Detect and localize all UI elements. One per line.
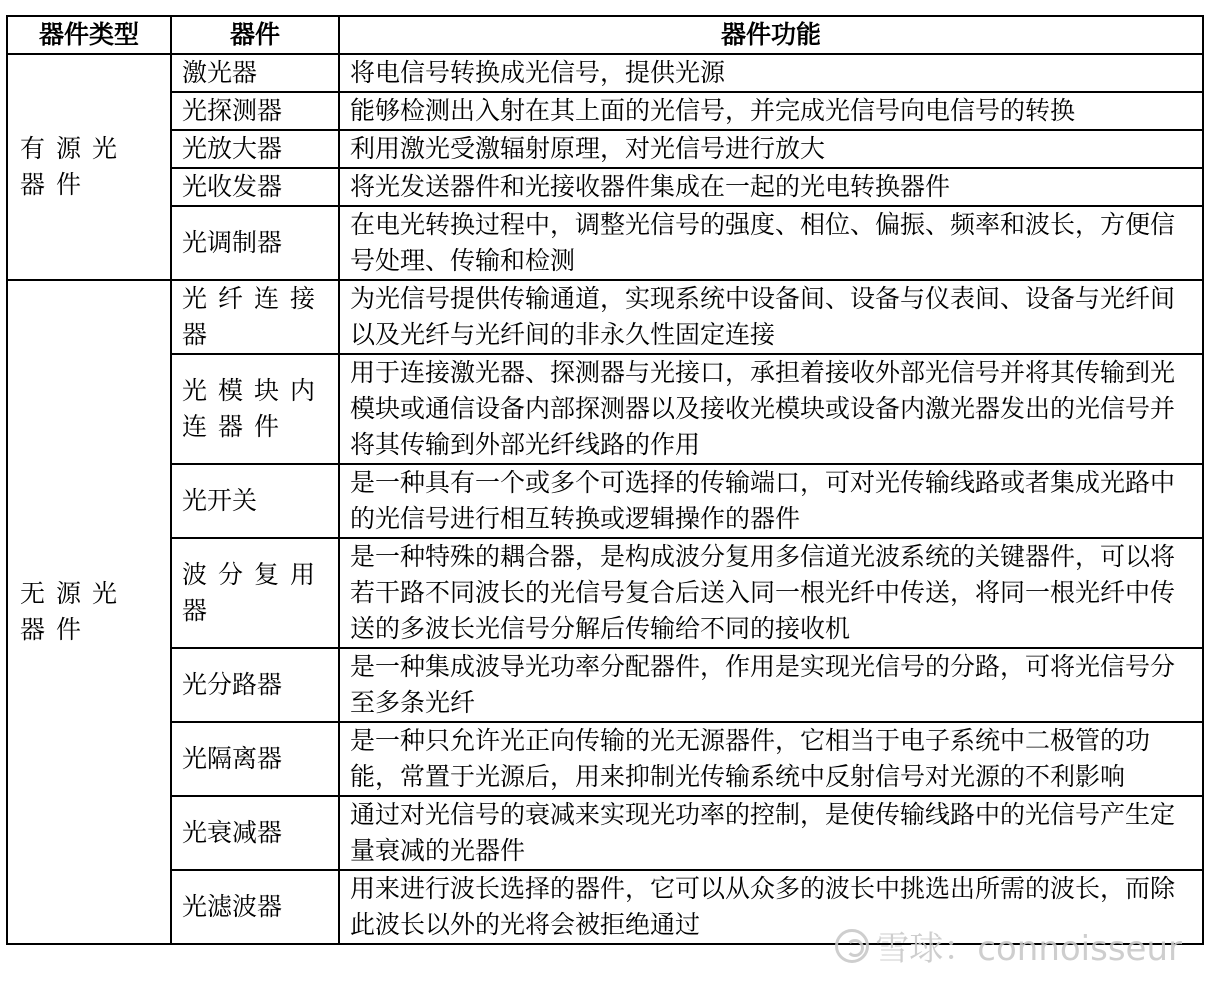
table-row [7,92,1203,130]
device-name-cell: 光分路器 [171,648,339,722]
device-function-cell: 利用激光受激辐射原理，对光信号进行放大 [339,130,1203,168]
device-function-cell: 在电光转换过程中，调整光信号的强度、相位、偏振、频率和波长，方便信号处理、传输和检测 [339,206,1203,280]
device-name-cell: 光放大器 [171,130,339,168]
device-function-cell: 能够检测出入射在其上面的光信号，并完成光信号向电信号的转换 [339,92,1203,130]
table-row [7,648,1203,722]
device-function-cell: 将光发送器件和光接收器件集成在一起的光电转换器件 [339,168,1203,206]
header-row [7,16,1203,54]
table-row [7,206,1203,280]
device-function-cell: 是一种具有一个或多个可选择的传输端口，可对光传输线路或者集成光路中的光信号进行相互转换或逻辑操作的器件 [339,464,1203,538]
device-name-cell: 光衰减器 [171,796,339,870]
device-type-cell: 有源光器件 [7,54,171,280]
watermark-text: 雪球：connoisseur [875,929,1182,969]
device-function-cell: 通过对光信号的衰减来实现光功率的控制，是使传输线路中的光信号产生定量衰减的光器件 [339,796,1203,870]
table-row [7,722,1203,796]
device-name-cell: 光纤连接器 [171,280,339,354]
table-row [7,168,1203,206]
device-function-cell: 为光信号提供传输通道，实现系统中设备间、设备与仪表间、设备与光纤间以及光纤与光纤间的非永久性固定连接 [339,280,1203,354]
device-name-cell: 激光器 [171,54,339,92]
device-name-cell: 波分复用器 [171,538,339,648]
header-device-type: 器件类型 [7,16,171,54]
table-row [7,130,1203,168]
device-name-cell: 光探测器 [171,92,339,130]
device-function-cell: 将电信号转换成光信号，提供光源 [339,54,1203,92]
table-row [7,54,1203,92]
device-name-cell: 光隔离器 [171,722,339,796]
device-function-cell: 用来进行波长选择的器件，它可以从众多的波长中挑选出所需的波长，而除此波长以外的光将会被拒绝通过 [339,870,1203,944]
device-name-cell: 光调制器 [171,206,339,280]
device-function-cell: 用于连接激光器、探测器与光接口，承担着接收外部光信号并将其传输到光模块或通信设备内部探测器以及接收光模块或设备内激光器发出的光信号并将其传输到外部光纤线路的作用 [339,354,1203,464]
device-function-cell: 是一种特殊的耦合器，是构成波分复用多信道光波系统的关键器件，可以将若干路不同波长的光信号复合后送入同一根光纤中传送，将同一根光纤中传送的多波长光信号分解后传输给不同的接收机 [339,538,1203,648]
device-type-cell: 无源光器件 [7,280,171,944]
device-name-cell: 光收发器 [171,168,339,206]
device-function-cell: 是一种集成波导光功率分配器件，作用是实现光信号的分路，可将光信号分至多条光纤 [339,648,1203,722]
table-row [7,464,1203,538]
table-row [7,796,1203,870]
device-table [6,15,1204,945]
device-name-cell: 光滤波器 [171,870,339,944]
table-row [7,538,1203,648]
table-row [7,354,1203,464]
device-name-cell: 光开关 [171,464,339,538]
table-row [7,870,1203,944]
device-name-cell: 光模块内连器件 [171,354,339,464]
device-function-cell: 是一种只允许光正向传输的光无源器件，它相当于电子系统中二极管的功能，常置于光源后，用来抑制光传输系统中反射信号对光源的不利影响 [339,722,1203,796]
header-device-function: 器件功能 [339,16,1203,54]
header-device: 器件 [171,16,339,54]
table-row [7,280,1203,354]
